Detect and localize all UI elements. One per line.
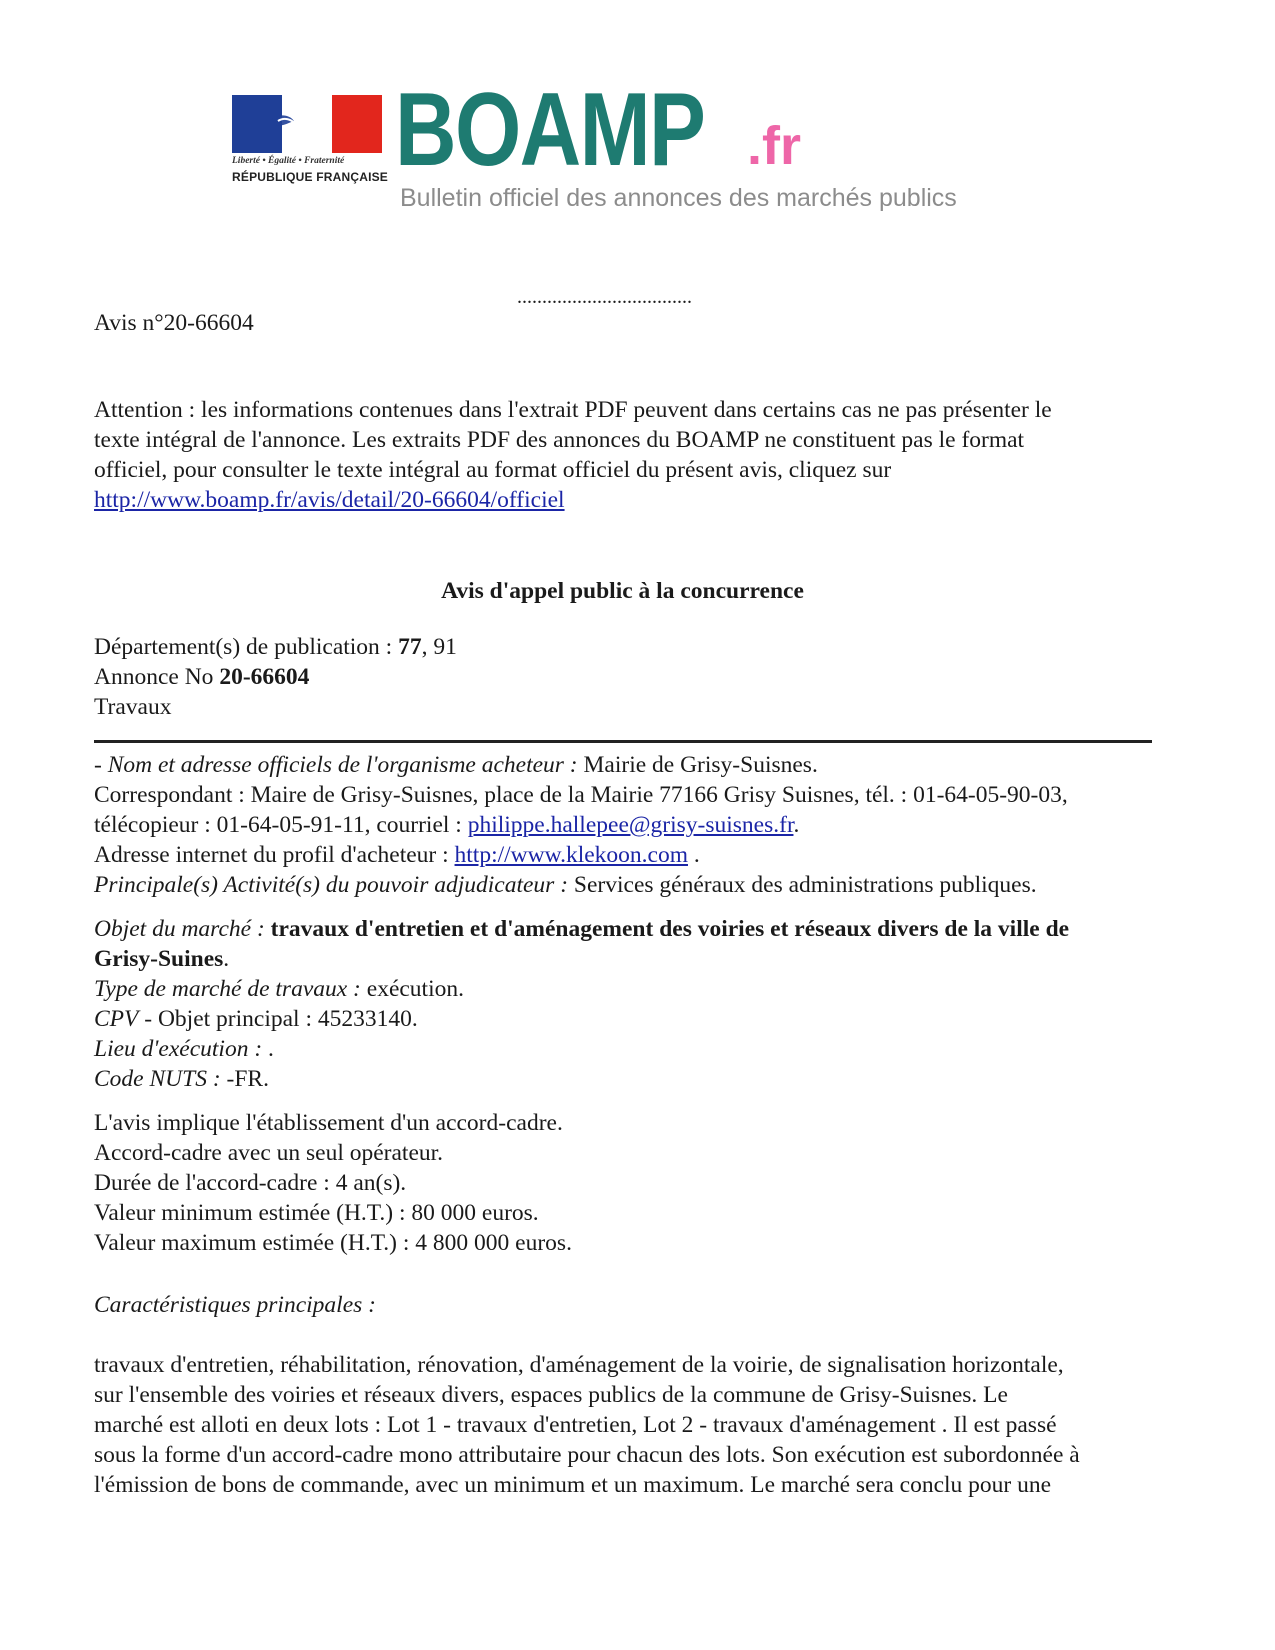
republic-motto: Liberté • Égalité • Fraternité (232, 156, 345, 166)
boamp-logo (232, 72, 1012, 222)
profil-label: Adresse internet du profil d'acheteur : (94, 842, 455, 868)
departement-main: 77 (398, 634, 422, 660)
cpv-value: - Objet principal : 45233140. (138, 1006, 418, 1032)
marianne-flag-logo (232, 95, 382, 153)
objet-section (94, 914, 1154, 1094)
telecopieur: télécopieur : 01-64-05-91-11, courriel : (94, 812, 468, 838)
lieu-label: Lieu d'exécution : (94, 1036, 269, 1062)
correspondant: Correspondant : Maire de Grisy-Suisnes, place de la Mairie 77166 Grisy Suisnes, tél. : 01-64-05-90-03, (94, 782, 1068, 808)
caracteristiques-text (94, 1350, 1154, 1500)
type-label: Type de marché de travaux : (94, 976, 367, 1002)
departement-other: , 91 (421, 634, 457, 660)
email-link[interactable]: philippe.hallepee@grisy-suisnes.fr (467, 812, 794, 838)
accord-line: Durée de l'accord-cadre : 4 an(s). (94, 1170, 407, 1196)
nuts-value: -FR. (226, 1066, 269, 1092)
brand-tagline: Bulletin officiel des annonces des marchés publics (400, 184, 957, 212)
organisme-section (94, 750, 1154, 900)
publication-info (94, 632, 1154, 722)
lieu-value: . (268, 1036, 274, 1062)
republic-name: RÉPUBLIQUE FRANÇAISE (232, 170, 389, 184)
caracteristiques-label: Caractéristiques principales : (94, 1292, 376, 1318)
avis-number: Avis n°20-66604 (94, 310, 254, 336)
horizontal-divider (94, 740, 1152, 743)
caracteristiques-line: marché est alloti en deux lots : Lot 1 - travaux d'entretien, Lot 2 - travaux d'aménagement . Il est passé (94, 1412, 1057, 1438)
departements-label: Département(s) de publication : (94, 634, 399, 660)
annonce-label: Annonce No (94, 664, 220, 690)
activite-value: Services généraux des administrations publiques. (573, 872, 1037, 898)
caracteristiques-line: sous la forme d'un accord-cadre mono attributaire pour chacun des lots. Son exécution est subordonnée à (94, 1442, 1080, 1468)
attention-line: texte intégral de l'annonce. Les extraits PDF des annonces du BOAMP ne constituent pas le format (94, 427, 1025, 453)
accord-line: Valeur minimum estimée (H.T.) : 80 000 euros. (94, 1200, 539, 1226)
cpv-label: CPV (94, 1006, 139, 1032)
caracteristiques-line: sur l'ensemble des voiries et réseaux divers, espaces publics de la commune de Grisy-Suisnes. Le (94, 1382, 1008, 1408)
profil-end: . (687, 842, 700, 868)
activite-label: Principale(s) Activité(s) du pouvoir adjudicateur : (94, 872, 574, 898)
accord-line: Accord-cadre avec un seul opérateur. (94, 1140, 444, 1166)
separator-dots: ................................... (517, 286, 692, 308)
email-end: . (793, 812, 800, 838)
attention-paragraph (94, 395, 1154, 515)
section-title: Avis d'appel public à la concurrence (441, 578, 804, 604)
brand-suffix: .fr (747, 116, 801, 176)
accord-line: L'avis implique l'établissement d'un accord-cadre. (94, 1110, 563, 1136)
caracteristiques-line: l'émission de bons de commande, avec un minimum et un maximum. Le marché sera conclu pour une (94, 1472, 1052, 1498)
type-value: exécution. (366, 976, 464, 1002)
objet-value: travaux d'entretien et d'aménagement des voiries et réseaux divers de la ville de (270, 916, 1070, 942)
annonce-number: 20-66604 (219, 664, 310, 690)
objet-end: . (223, 946, 230, 972)
official-notice-link[interactable]: http://www.boamp.fr/avis/detail/20-66604/officiel (94, 487, 565, 513)
profil-link[interactable]: http://www.klekoon.com (454, 842, 688, 868)
accord-cadre-section (94, 1108, 1154, 1258)
nuts-label: Code NUTS : (94, 1066, 227, 1092)
organisme-name: Mairie de Grisy-Suisnes. (583, 752, 818, 778)
objet-label: Objet du marché : (94, 916, 271, 942)
accord-line: Valeur maximum estimée (H.T.) : 4 800 000 euros. (94, 1230, 572, 1256)
organisme-label: - Nom et adresse officiels de l'organisme acheteur : (94, 752, 584, 778)
objet-value-cont: Grisy-Suines (94, 946, 224, 972)
caracteristiques-line: travaux d'entretien, réhabilitation, rénovation, d'aménagement de la voirie, de signalisation horizontale, (94, 1352, 1064, 1378)
attention-line: officiel, pour consulter le texte intégral au format officiel du présent avis, cliquez sur (94, 457, 892, 483)
attention-line: Attention : les informations contenues dans l'extrait PDF peuvent dans certains cas ne pas présenter le (94, 397, 1052, 423)
brand-name: BOAMP (395, 72, 705, 188)
market-type: Travaux (94, 694, 172, 720)
